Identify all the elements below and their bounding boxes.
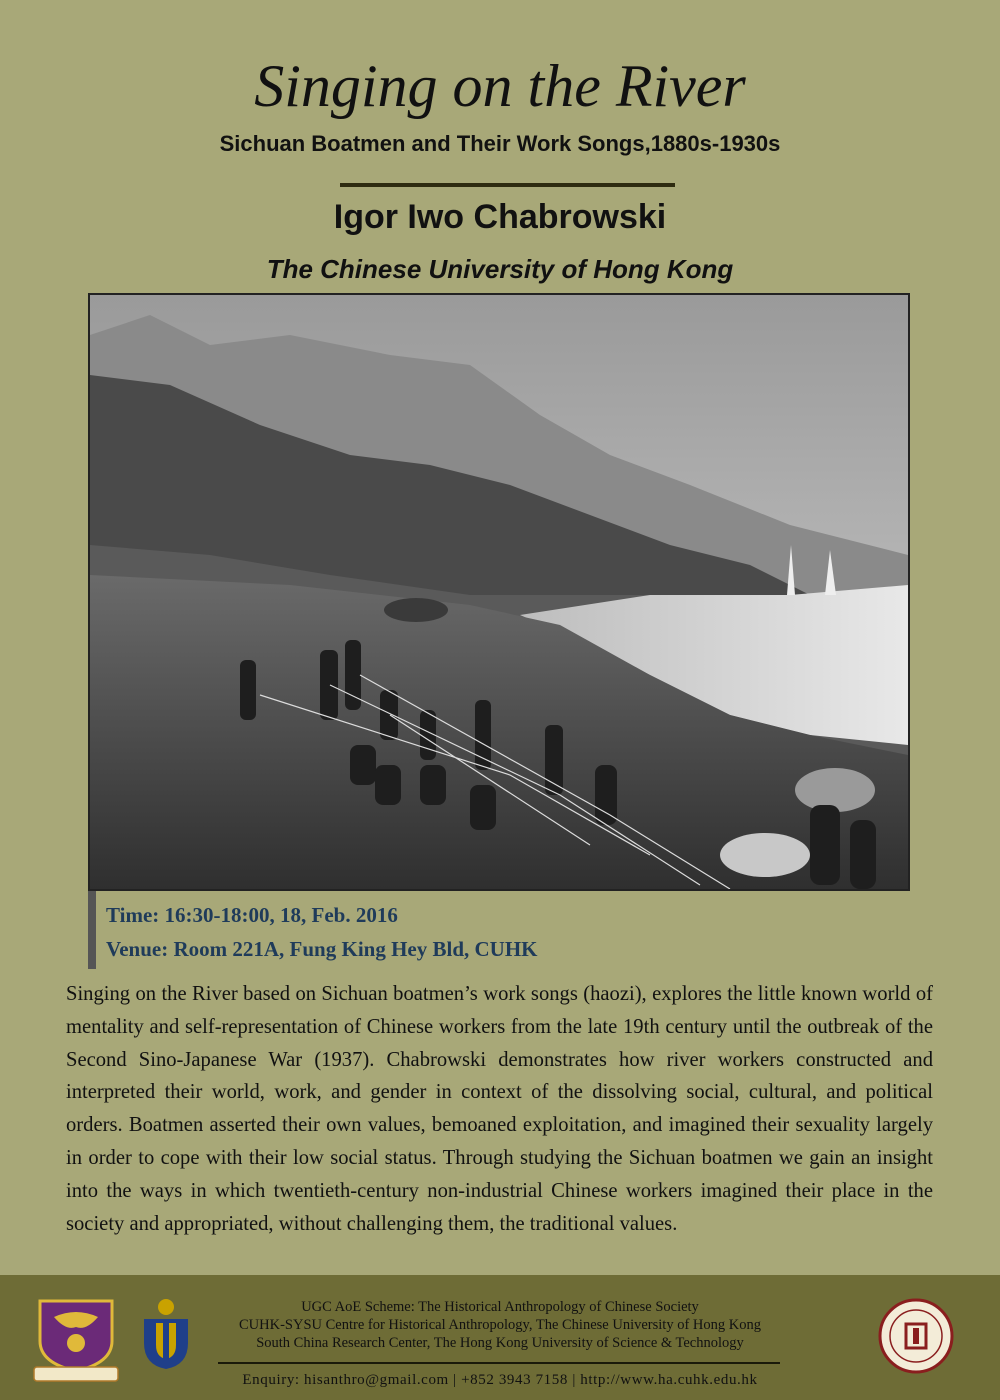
speaker-affiliation: The Chinese University of Hong Kong: [266, 254, 734, 284]
enquiry-contact: Enquiry: hisanthro@gmail.com | +852 3943 7158 | http://www.ha.cuhk.edu.hk: [242, 1372, 758, 1388]
event-time: Time: 16:30-18:00, 18, Feb. 2016: [106, 903, 398, 927]
boatmen-photograph: [88, 293, 910, 891]
abstract-text: Singing on the River based on Sichuan boatmen’s work songs (haozi), explores the little known world of mentality and self-representation of Chinese workers from the late 19th century until the outbreak of the Second Sino-Japanese War (1937). Chabrowski demonstrates how river workers constructed and interpreted their world, work, and gender in context of the dissolving social, cultural, and political orders. Boatmen asserted their own values, bemoaned exploitation, and imagined their sexuality largely in order to cope with their low social status. Through studying the Sichuan boatmen we gain an insight into the ways in which twentieth-century non-industrial Chinese workers imagined their place in the society and appropriated, without challenging them, the traditional values.: [66, 983, 933, 1235]
poster-subtitle: Sichuan Boatmen and Their Work Songs,1880s-1930s: [219, 131, 781, 156]
organizer-line-3: South China Research Center, The Hong Kong University of Science & Technology: [256, 1335, 744, 1351]
event-info-accent-bar: [88, 891, 96, 969]
footer-divider: [218, 1362, 780, 1364]
speaker-name: Igor Iwo Chabrowski: [333, 198, 667, 236]
event-venue: Venue: Room 221A, Fung King Hey Bld, CUHK: [106, 937, 538, 961]
title-divider: [340, 183, 675, 187]
organizer-line-1: UGC AoE Scheme: The Historical Anthropology of Chinese Society: [301, 1299, 699, 1315]
organizer-line-2: CUHK-SYSU Centre for Historical Anthropology, The Chinese University of Hong Kong: [239, 1317, 761, 1333]
poster-title: Singing on the River: [254, 53, 746, 119]
